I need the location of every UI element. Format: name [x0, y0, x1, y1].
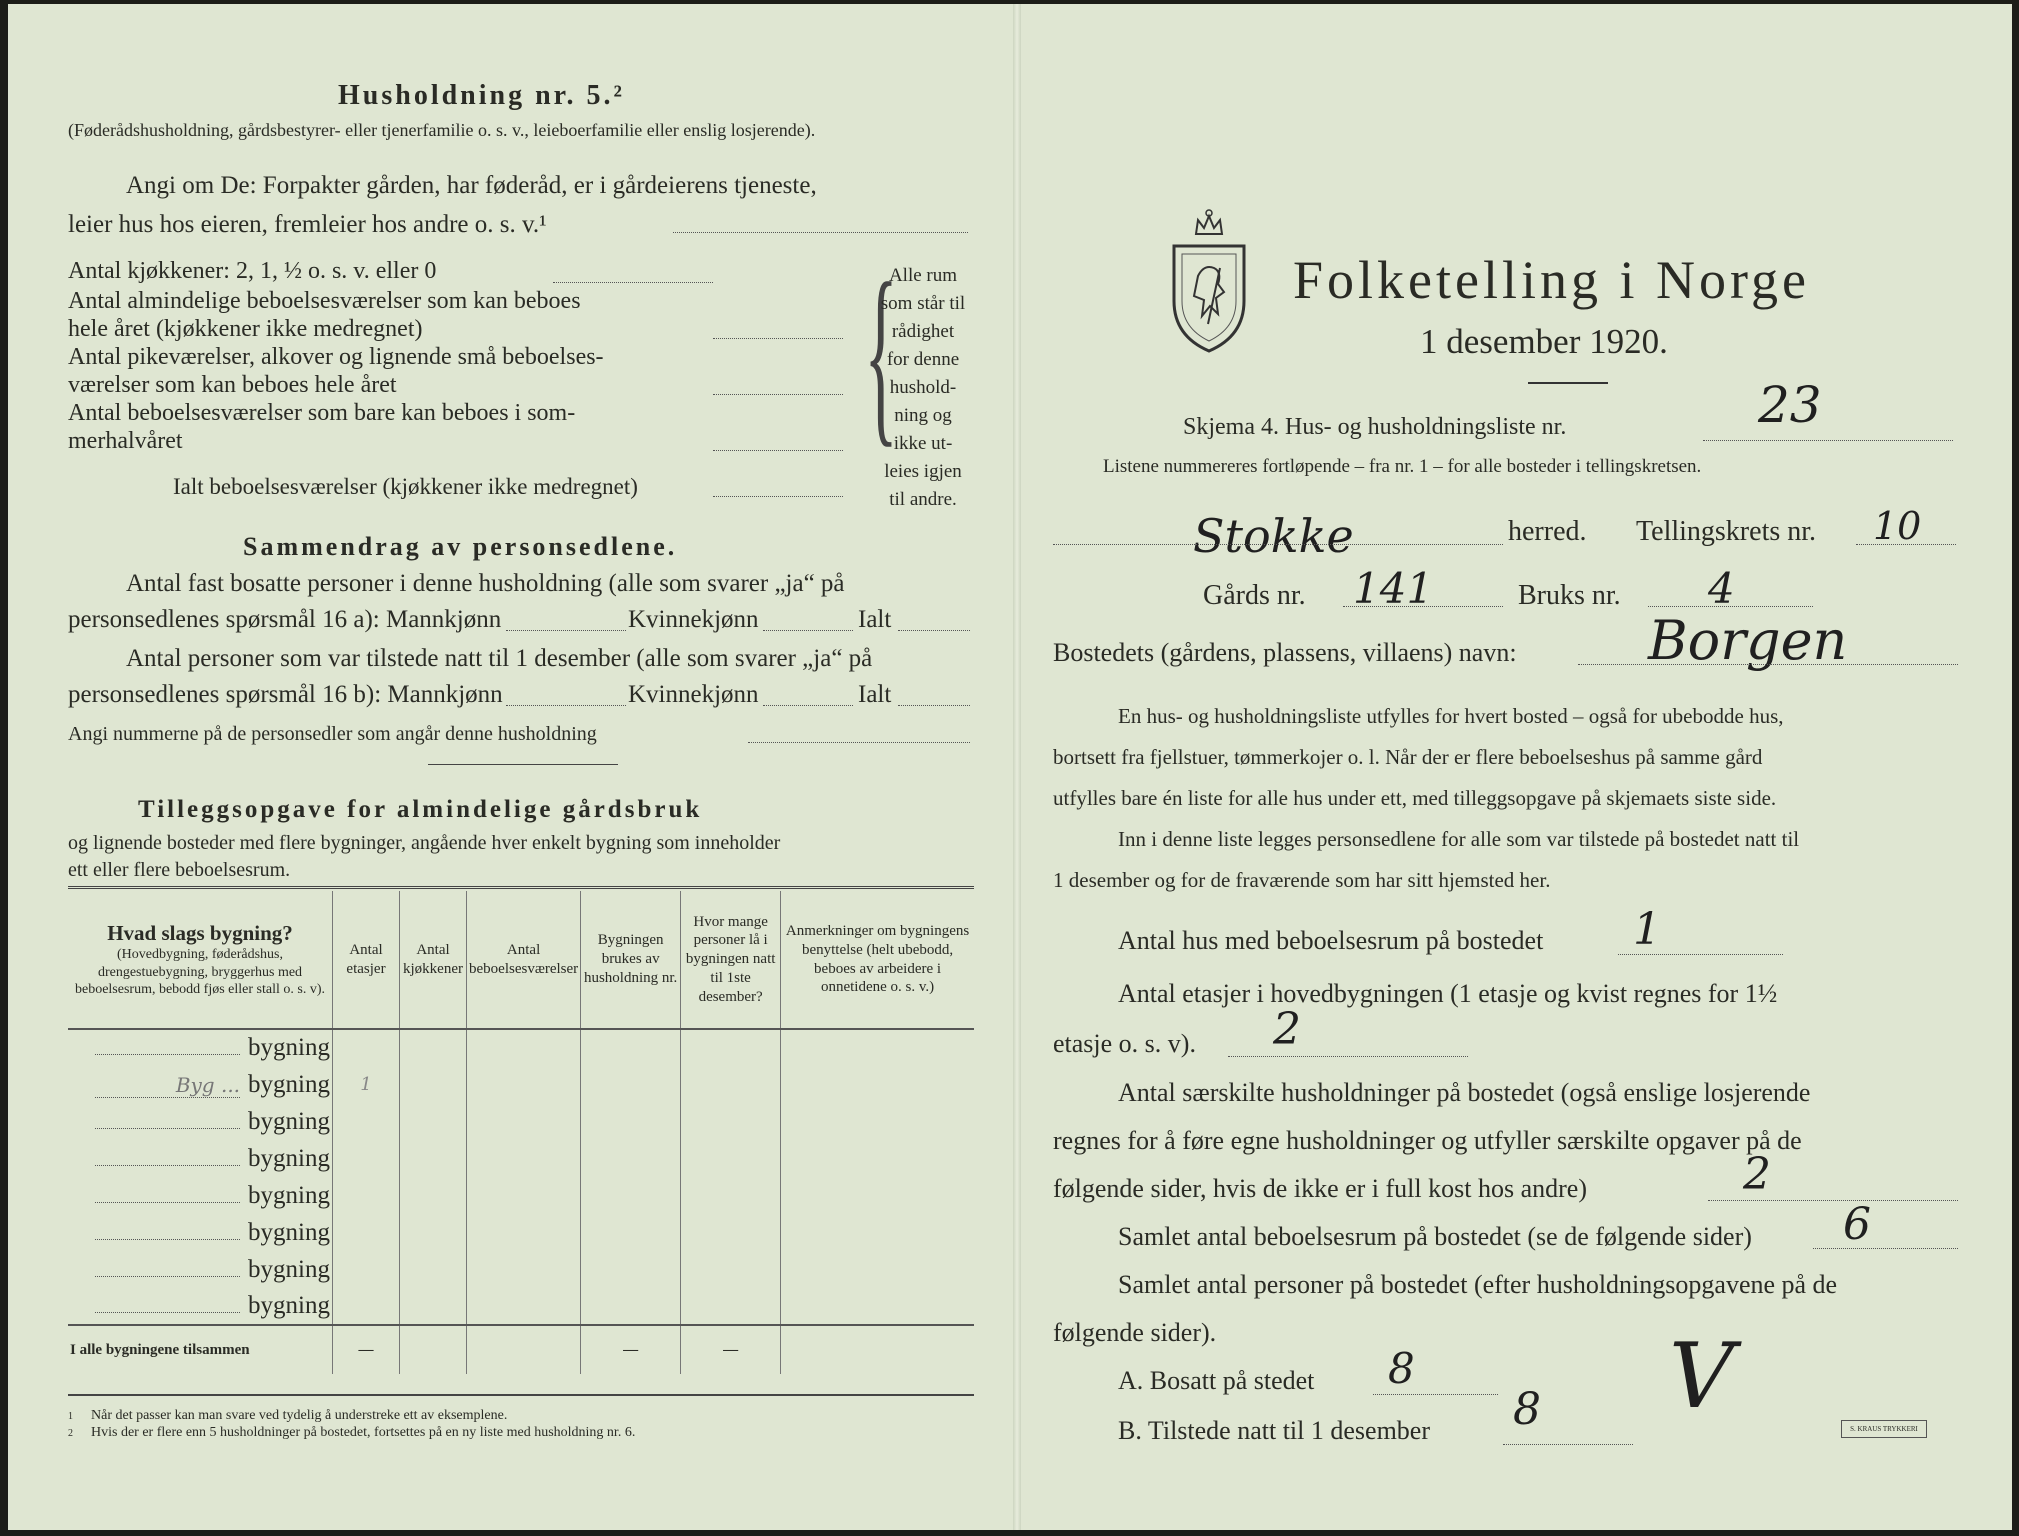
- col-floors: Antal etasjer: [333, 891, 400, 1029]
- cell[interactable]: [581, 1251, 681, 1288]
- cell[interactable]: [467, 1029, 581, 1066]
- q-b-line: [1503, 1444, 1633, 1445]
- col-remarks: Anmerkninger om bygningens benyttelse (helt ubebodd, beboes av arbeidere i onnetidene o. s. v.): [781, 891, 974, 1029]
- footnote-1-text: Når det passer kan man svare ved tydelig å understreke ett av eksemplene.: [91, 1408, 508, 1423]
- row-type-cell[interactable]: [68, 1140, 333, 1177]
- q-b-label: B. Tilstede natt til 1 desember: [1118, 1416, 1430, 1445]
- krets-value[interactable]: 10: [1873, 504, 1922, 548]
- rooms-q4b: merhalvåret: [68, 428, 183, 454]
- q-etasjer-line2: etasje o. s. v).: [1053, 1029, 1196, 1058]
- q-hush-line: [1708, 1200, 1958, 1201]
- angi-numbers-line[interactable]: [748, 742, 970, 743]
- cell[interactable]: [400, 1214, 467, 1251]
- row-label: bygning: [248, 1107, 330, 1135]
- rooms-q3b: værelser som kan beboes hele året: [68, 372, 397, 398]
- main-title: Folketelling i Norge: [1293, 250, 1810, 310]
- q-a-line: [1373, 1394, 1498, 1395]
- household-note: (Føderådshusholdning, gårdsbestyrer- eller tjenerfamilie o. s. v., leieboerfamilie eller enslig losjerende).: [68, 120, 816, 140]
- cell[interactable]: [333, 1288, 400, 1325]
- census-date: 1 desember 1920.: [1420, 322, 1668, 361]
- gards-line: [1343, 606, 1503, 607]
- q-b-value[interactable]: 8: [1513, 1384, 1541, 1435]
- q-rum-line: [1813, 1248, 1958, 1249]
- summary1-female[interactable]: [763, 630, 853, 631]
- row-fill: [95, 1239, 240, 1240]
- cell[interactable]: [681, 1251, 781, 1288]
- row-label: bygning: [248, 1218, 330, 1246]
- q-rum-value[interactable]: 6: [1843, 1199, 1871, 1250]
- q-etasjer-value[interactable]: 2: [1273, 1004, 1301, 1055]
- angi-answer-line[interactable]: [673, 232, 968, 233]
- q-hush-value[interactable]: 2: [1743, 1149, 1771, 1200]
- sum-kitchens: [400, 1325, 467, 1374]
- listene-note: Listene nummereres fortløpende – fra nr. 1 – for alle bosteder i tellingskretsen.: [1103, 456, 1702, 477]
- info-line3: utfylles bare én liste for alle hus under ett, med tilleggsopgave på skjemaets siste side.: [1053, 786, 1777, 810]
- brace-note-line: Alle rum: [888, 265, 958, 286]
- sum-used-by: —: [581, 1325, 681, 1374]
- bruks-label: Bruks nr.: [1518, 580, 1621, 611]
- cell[interactable]: [333, 1214, 400, 1251]
- cell[interactable]: [681, 1029, 781, 1066]
- cell[interactable]: [400, 1251, 467, 1288]
- cell[interactable]: [400, 1103, 467, 1140]
- cell[interactable]: [333, 1140, 400, 1177]
- cell[interactable]: [467, 1103, 581, 1140]
- q-hush-line1: Antal særskilte husholdninger på bostedet (også enslige losjerende: [1118, 1078, 1811, 1107]
- bosted-value[interactable]: Borgen: [1648, 609, 1848, 672]
- row-fill: [95, 1054, 240, 1055]
- col-persons: Hvor mange personer lå i bygningen natt til 1ste desember?: [681, 891, 781, 1029]
- summary1-ialt-label: Ialt: [858, 606, 892, 633]
- brace-note-line: hushold-: [889, 377, 957, 398]
- table-bottom-rule: [68, 1394, 974, 1396]
- row-label: bygning: [248, 1181, 330, 1209]
- footnote-2: 2 Hvis der er flere enn 5 husholdninger på bostedet, fortsettes på en ny liste med husholdning nr. 6.: [68, 1425, 636, 1440]
- cell[interactable]: [781, 1288, 974, 1325]
- buildings-table: [68, 891, 974, 1374]
- summary2-ialt-label: Ialt: [858, 681, 892, 708]
- table-header-row: [68, 891, 974, 1029]
- summary-p1a: Antal fast bosatte personer i denne husholdning (alle som svarer „ja“ på: [126, 570, 845, 597]
- cell[interactable]: [467, 1177, 581, 1214]
- q-hus-line: [1618, 954, 1783, 955]
- sum-rooms: [467, 1325, 581, 1374]
- title-divider: [1528, 382, 1608, 384]
- row-type-cell[interactable]: [68, 1288, 333, 1325]
- row-type-cell[interactable]: [68, 1251, 333, 1288]
- brace-note-line: ning og: [894, 405, 952, 426]
- bosted-line: [1578, 664, 1958, 665]
- cell[interactable]: [781, 1140, 974, 1177]
- rooms-q4a: Antal beboelsesværelser som bare kan beboes i som-: [68, 400, 576, 426]
- col-used-by: Bygningen brukes av husholdning nr.: [581, 891, 681, 1029]
- table-row: [68, 1103, 974, 1140]
- col-kitchens: Antal kjøkkener: [400, 891, 467, 1029]
- q-pers-line1: Samlet antal personer på bostedet (efter husholdningsopgavene på de: [1118, 1270, 1838, 1299]
- rooms-q2b: hele året (kjøkkener ikke medregnet): [68, 316, 423, 342]
- cell[interactable]: [333, 1029, 400, 1066]
- cell[interactable]: [333, 1177, 400, 1214]
- brace-note-line: som står til: [880, 293, 966, 314]
- row-fill: [95, 1165, 240, 1166]
- coat-of-arms-icon: [1168, 206, 1250, 356]
- table-row: [68, 1066, 974, 1103]
- cell[interactable]: [333, 1251, 400, 1288]
- skjema-value[interactable]: 23: [1758, 376, 1822, 434]
- cell[interactable]: [467, 1066, 581, 1103]
- table-row: [68, 1214, 974, 1251]
- cell[interactable]: 1: [333, 1066, 400, 1103]
- cell[interactable]: [681, 1177, 781, 1214]
- table-row: [68, 1029, 974, 1066]
- cell[interactable]: [467, 1140, 581, 1177]
- cell[interactable]: [400, 1066, 467, 1103]
- angi-numbers: Angi nummerne på de personsedler som angår denne husholdning: [68, 723, 597, 745]
- brace-note-line: rådighet: [891, 321, 955, 342]
- brace-note-line: ikke ut-: [893, 433, 953, 454]
- cell[interactable]: [681, 1066, 781, 1103]
- brace-note: [868, 262, 978, 514]
- row-fill: [95, 1202, 240, 1203]
- row-label: bygning: [248, 1144, 330, 1172]
- summary-p2a: Antal personer som var tilstede natt til 1 desember (alle som svarer „ja“ på: [126, 645, 873, 672]
- gards-value[interactable]: 141: [1353, 564, 1434, 613]
- row-label: bygning: [248, 1070, 330, 1098]
- cell[interactable]: [467, 1251, 581, 1288]
- gards-label: Gårds nr.: [1203, 580, 1306, 611]
- angi-line1: Angi om De: Forpakter gården, har føderåd, er i gårdeierens tjeneste,: [126, 172, 817, 199]
- brace-note-line: leies igjen: [884, 461, 962, 482]
- rooms-q1-answer[interactable]: [553, 282, 713, 283]
- rooms-q3-answer[interactable]: [713, 394, 843, 395]
- q-pers-line2: følgende sider).: [1053, 1318, 1217, 1347]
- table-row: [68, 1177, 974, 1214]
- printer-stamp: S. KRAUS TRYKKERI: [1841, 1420, 1927, 1438]
- cell[interactable]: [400, 1029, 467, 1066]
- herred-value[interactable]: Stokke: [1193, 509, 1354, 563]
- krets-line: [1856, 544, 1956, 545]
- cell[interactable]: [781, 1177, 974, 1214]
- cell[interactable]: [781, 1251, 974, 1288]
- herred-line: [1053, 544, 1503, 545]
- footnote-1: 1 Når det passer kan man svare ved tydelig å understreke ett av eksemplene.: [68, 1408, 508, 1423]
- cell[interactable]: [400, 1288, 467, 1325]
- summary1-total[interactable]: [898, 630, 970, 631]
- summary-p1b: personsedlenes spørsmål 16 a): Mannkjønn: [68, 606, 502, 633]
- summary1-kvinne-label: Kvinnekjønn: [628, 606, 759, 633]
- rooms-q2-answer[interactable]: [713, 338, 843, 339]
- table-sum-row: [68, 1325, 974, 1374]
- q-etasjer-line1: Antal etasjer i hovedbygningen (1 etasje og kvist regnes for 1½: [1118, 979, 1778, 1008]
- cell[interactable]: [781, 1214, 974, 1251]
- info-line2: bortsett fra fjellstuer, tømmerkojer o. l. Når der er flere beboelseshus på samme gård: [1053, 745, 1763, 769]
- brace-note-line: for denne: [886, 349, 960, 370]
- cell[interactable]: [581, 1288, 681, 1325]
- q-a-value[interactable]: 8: [1388, 1344, 1415, 1393]
- krets-label: Tellingskrets nr.: [1636, 516, 1817, 547]
- skjema-line: [1703, 440, 1953, 441]
- check-mark: V: [1656, 1324, 1745, 1429]
- sum-floors: —: [333, 1325, 400, 1374]
- rooms-q4-answer[interactable]: [713, 450, 843, 451]
- q-hus-value[interactable]: 1: [1633, 904, 1661, 955]
- cell[interactable]: [781, 1029, 974, 1066]
- q-etasjer-line: [1228, 1056, 1468, 1057]
- cell[interactable]: [581, 1140, 681, 1177]
- cell[interactable]: [581, 1214, 681, 1251]
- col-rooms: Antal beboelsesværelser: [467, 891, 581, 1029]
- bosted-label: Bostedets (gårdens, plassens, villaens) navn:: [1053, 638, 1517, 667]
- cell[interactable]: [781, 1103, 974, 1140]
- summary2-total[interactable]: [898, 705, 970, 706]
- cell[interactable]: [581, 1066, 681, 1103]
- row-type-cell[interactable]: [68, 1103, 333, 1140]
- summary-title: Sammendrag av personsedlene.: [243, 532, 678, 561]
- supplement-note2: ett eller flere beboelsesrum.: [68, 859, 291, 881]
- angi-line2: leier hus hos eieren, fremleier hos andre o. s. v.¹: [68, 211, 547, 238]
- skjema-label: Skjema 4. Hus- og husholdningsliste nr.: [1183, 414, 1567, 440]
- rooms-total: Ialt beboelsesværelser (kjøkkener ikke medregnet): [173, 474, 638, 499]
- q-a-label: A. Bosatt på stedet: [1118, 1366, 1315, 1395]
- q-rum-label: Samlet antal beboelsesrum på bostedet (se de følgende sider): [1118, 1222, 1752, 1251]
- cell[interactable]: [581, 1103, 681, 1140]
- cell[interactable]: [400, 1177, 467, 1214]
- info-line5: 1 desember og for de fraværende som har sitt hjemsted her.: [1053, 868, 1551, 892]
- sum-label: I alle bygningene tilsammen: [68, 1325, 333, 1374]
- summary2-kvinne-label: Kvinnekjønn: [628, 681, 759, 708]
- table-row: [68, 1140, 974, 1177]
- summary-p2b: personsedlenes spørsmål 16 b): Mannkjønn: [68, 681, 503, 708]
- row-type-cell[interactable]: [68, 1029, 333, 1066]
- q-hush-line3: følgende sider, hvis de ikke er i full kost hos andre): [1053, 1174, 1587, 1203]
- cell[interactable]: [467, 1288, 581, 1325]
- cell[interactable]: [333, 1103, 400, 1140]
- row-label: bygning: [248, 1034, 330, 1061]
- row-type-cell[interactable]: [68, 1214, 333, 1251]
- summary1-male[interactable]: [506, 630, 626, 631]
- census-sheet: [8, 4, 2012, 1530]
- cell[interactable]: [781, 1066, 974, 1103]
- cell[interactable]: [681, 1288, 781, 1325]
- summary2-male[interactable]: [506, 705, 626, 706]
- rooms-q2a: Antal almindelige beboelsesværelser som kan beboes: [68, 288, 581, 314]
- row-fill: [95, 1312, 240, 1313]
- row-label: bygning: [248, 1292, 330, 1319]
- household-title: Husholdning nr. 5.²: [338, 80, 625, 111]
- table-row: [68, 1288, 974, 1325]
- cell[interactable]: [681, 1103, 781, 1140]
- bruks-value[interactable]: 4: [1708, 564, 1735, 613]
- rooms-brace: {: [864, 243, 898, 464]
- page-fold: [1013, 4, 1021, 1530]
- sum-persons: —: [681, 1325, 781, 1374]
- rooms-q3a: Antal pikeværelser, alkover og lignende små beboelses-: [68, 344, 604, 370]
- row-type-cell[interactable]: [68, 1177, 333, 1214]
- rooms-q1: Antal kjøkkener: 2, 1, ½ o. s. v. eller 0: [68, 258, 437, 284]
- sum-remarks: [781, 1325, 974, 1374]
- supplement-note1: og lignende bosteder med flere bygninger, angående hver enkelt bygning som inneholder: [68, 832, 781, 854]
- summary2-female[interactable]: [763, 705, 853, 706]
- section-divider: [428, 764, 618, 765]
- cell[interactable]: [467, 1214, 581, 1251]
- cell[interactable]: [581, 1029, 681, 1066]
- info-line1: En hus- og husholdningsliste utfylles for hvert bosted – også for ubebodde hus,: [1118, 704, 1784, 728]
- q-hus-label: Antal hus med beboelsesrum på bostedet: [1118, 926, 1544, 955]
- row-type-cell[interactable]: [68, 1066, 333, 1103]
- table-row: [68, 1251, 974, 1288]
- herred-label: herred.: [1508, 516, 1587, 547]
- info-line4: Inn i denne liste legges personsedlene for alle som var tilstede på bostedet natt til: [1118, 827, 1800, 851]
- col-building-type-sub: (Hovedbygning, føderådshus, drengestuebygning, bryggerhus med beboelsesrum, bebodd fjøs eller stall o. s. v).: [74, 947, 325, 998]
- cell[interactable]: [681, 1140, 781, 1177]
- row-fill: [95, 1276, 240, 1277]
- cell[interactable]: [400, 1140, 467, 1177]
- footnote-2-text: Hvis der er flere enn 5 husholdninger på bostedet, fortsettes på en ny liste med husholdning nr. 6.: [91, 1425, 636, 1440]
- supplement-title: Tilleggsopgave for almindelige gårdsbruk: [138, 796, 703, 823]
- cell[interactable]: [581, 1177, 681, 1214]
- row-fill: [95, 1128, 240, 1129]
- q-hush-line2: regnes for å føre egne husholdninger og utfyller særskilte opgaver på de: [1053, 1126, 1802, 1155]
- brace-note-line: til andre.: [889, 489, 957, 510]
- col-building-type-title: Hvad slags bygning?: [107, 921, 293, 946]
- row-label: bygning: [248, 1255, 330, 1283]
- table-top-rule: [68, 886, 974, 889]
- rooms-total-answer[interactable]: [713, 496, 843, 497]
- row-fill: Byg ...: [95, 1073, 240, 1098]
- bruks-line: [1648, 606, 1813, 607]
- cell[interactable]: [681, 1214, 781, 1251]
- col-building-type: [68, 891, 333, 1029]
